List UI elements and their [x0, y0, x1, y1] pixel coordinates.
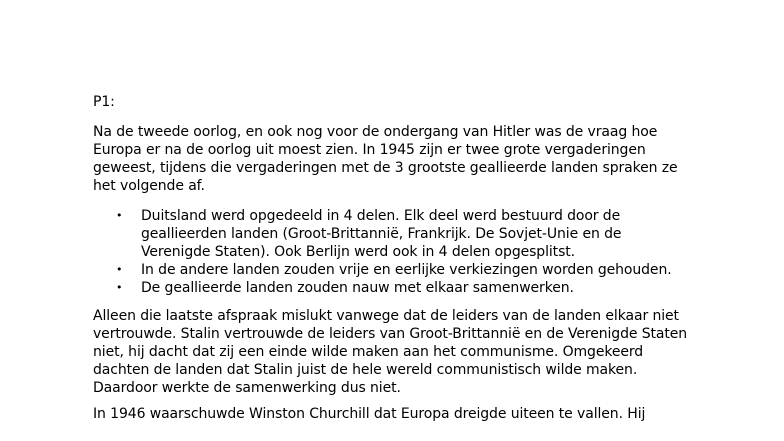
bullet-list [93, 207, 693, 297]
bullet-icon: • [116, 209, 123, 222]
document-body [93, 93, 693, 431]
bullet-icon: • [116, 263, 123, 276]
list-item [93, 261, 693, 279]
paragraph-distrust: Alleen die laatste afspraak mislukt vanwege dat de leiders van de landen elkaar niet vertrouwde. Stalin vertrouwde de leiders van Groot-Brittannië en de Verenigde Staten niet, hij dacht dat zij een einde wilde maken aan het communisme. Omgekeerd dachten de landen dat Stalin juist de hele wereld communistisch wilde maken. Daardoor werkte de samenwerking dus niet. [93, 308, 688, 396]
list-item [93, 279, 693, 297]
list-item-text: Duitsland werd opgedeeld in 4 delen. Elk deel werd bestuurd door de geallieerden landen (Groot-Brittannië, Frankrijk. De Sovjet-Unie en de Verenigde Staten). Ook Berlijn werd ook in 4 delen opgesplitst. [141, 208, 622, 260]
bullet-icon: • [116, 281, 123, 294]
list-item [93, 207, 693, 261]
list-item-text: De geallieerde landen zouden nauw met elkaar samenwerken. [141, 280, 574, 296]
section-heading: P1: [93, 94, 115, 110]
list-item-text: In de andere landen zouden vrije en eerlijke verkiezingen worden gehouden. [141, 262, 672, 278]
paragraph-intro: Na de tweede oorlog, en ook nog voor de ondergang van Hitler was de vraag hoe Europa er na de oorlog uit moest zien. In 1945 zijn er twee grote vergaderingen geweest, tijdens die vergaderingen met de 3 grootste geallieerde landen spraken ze het volgende af. [93, 124, 678, 194]
paragraph-churchill: In 1946 waarschuwde Winston Churchill dat Europa dreigde uiteen te vallen. Hij [93, 406, 646, 422]
